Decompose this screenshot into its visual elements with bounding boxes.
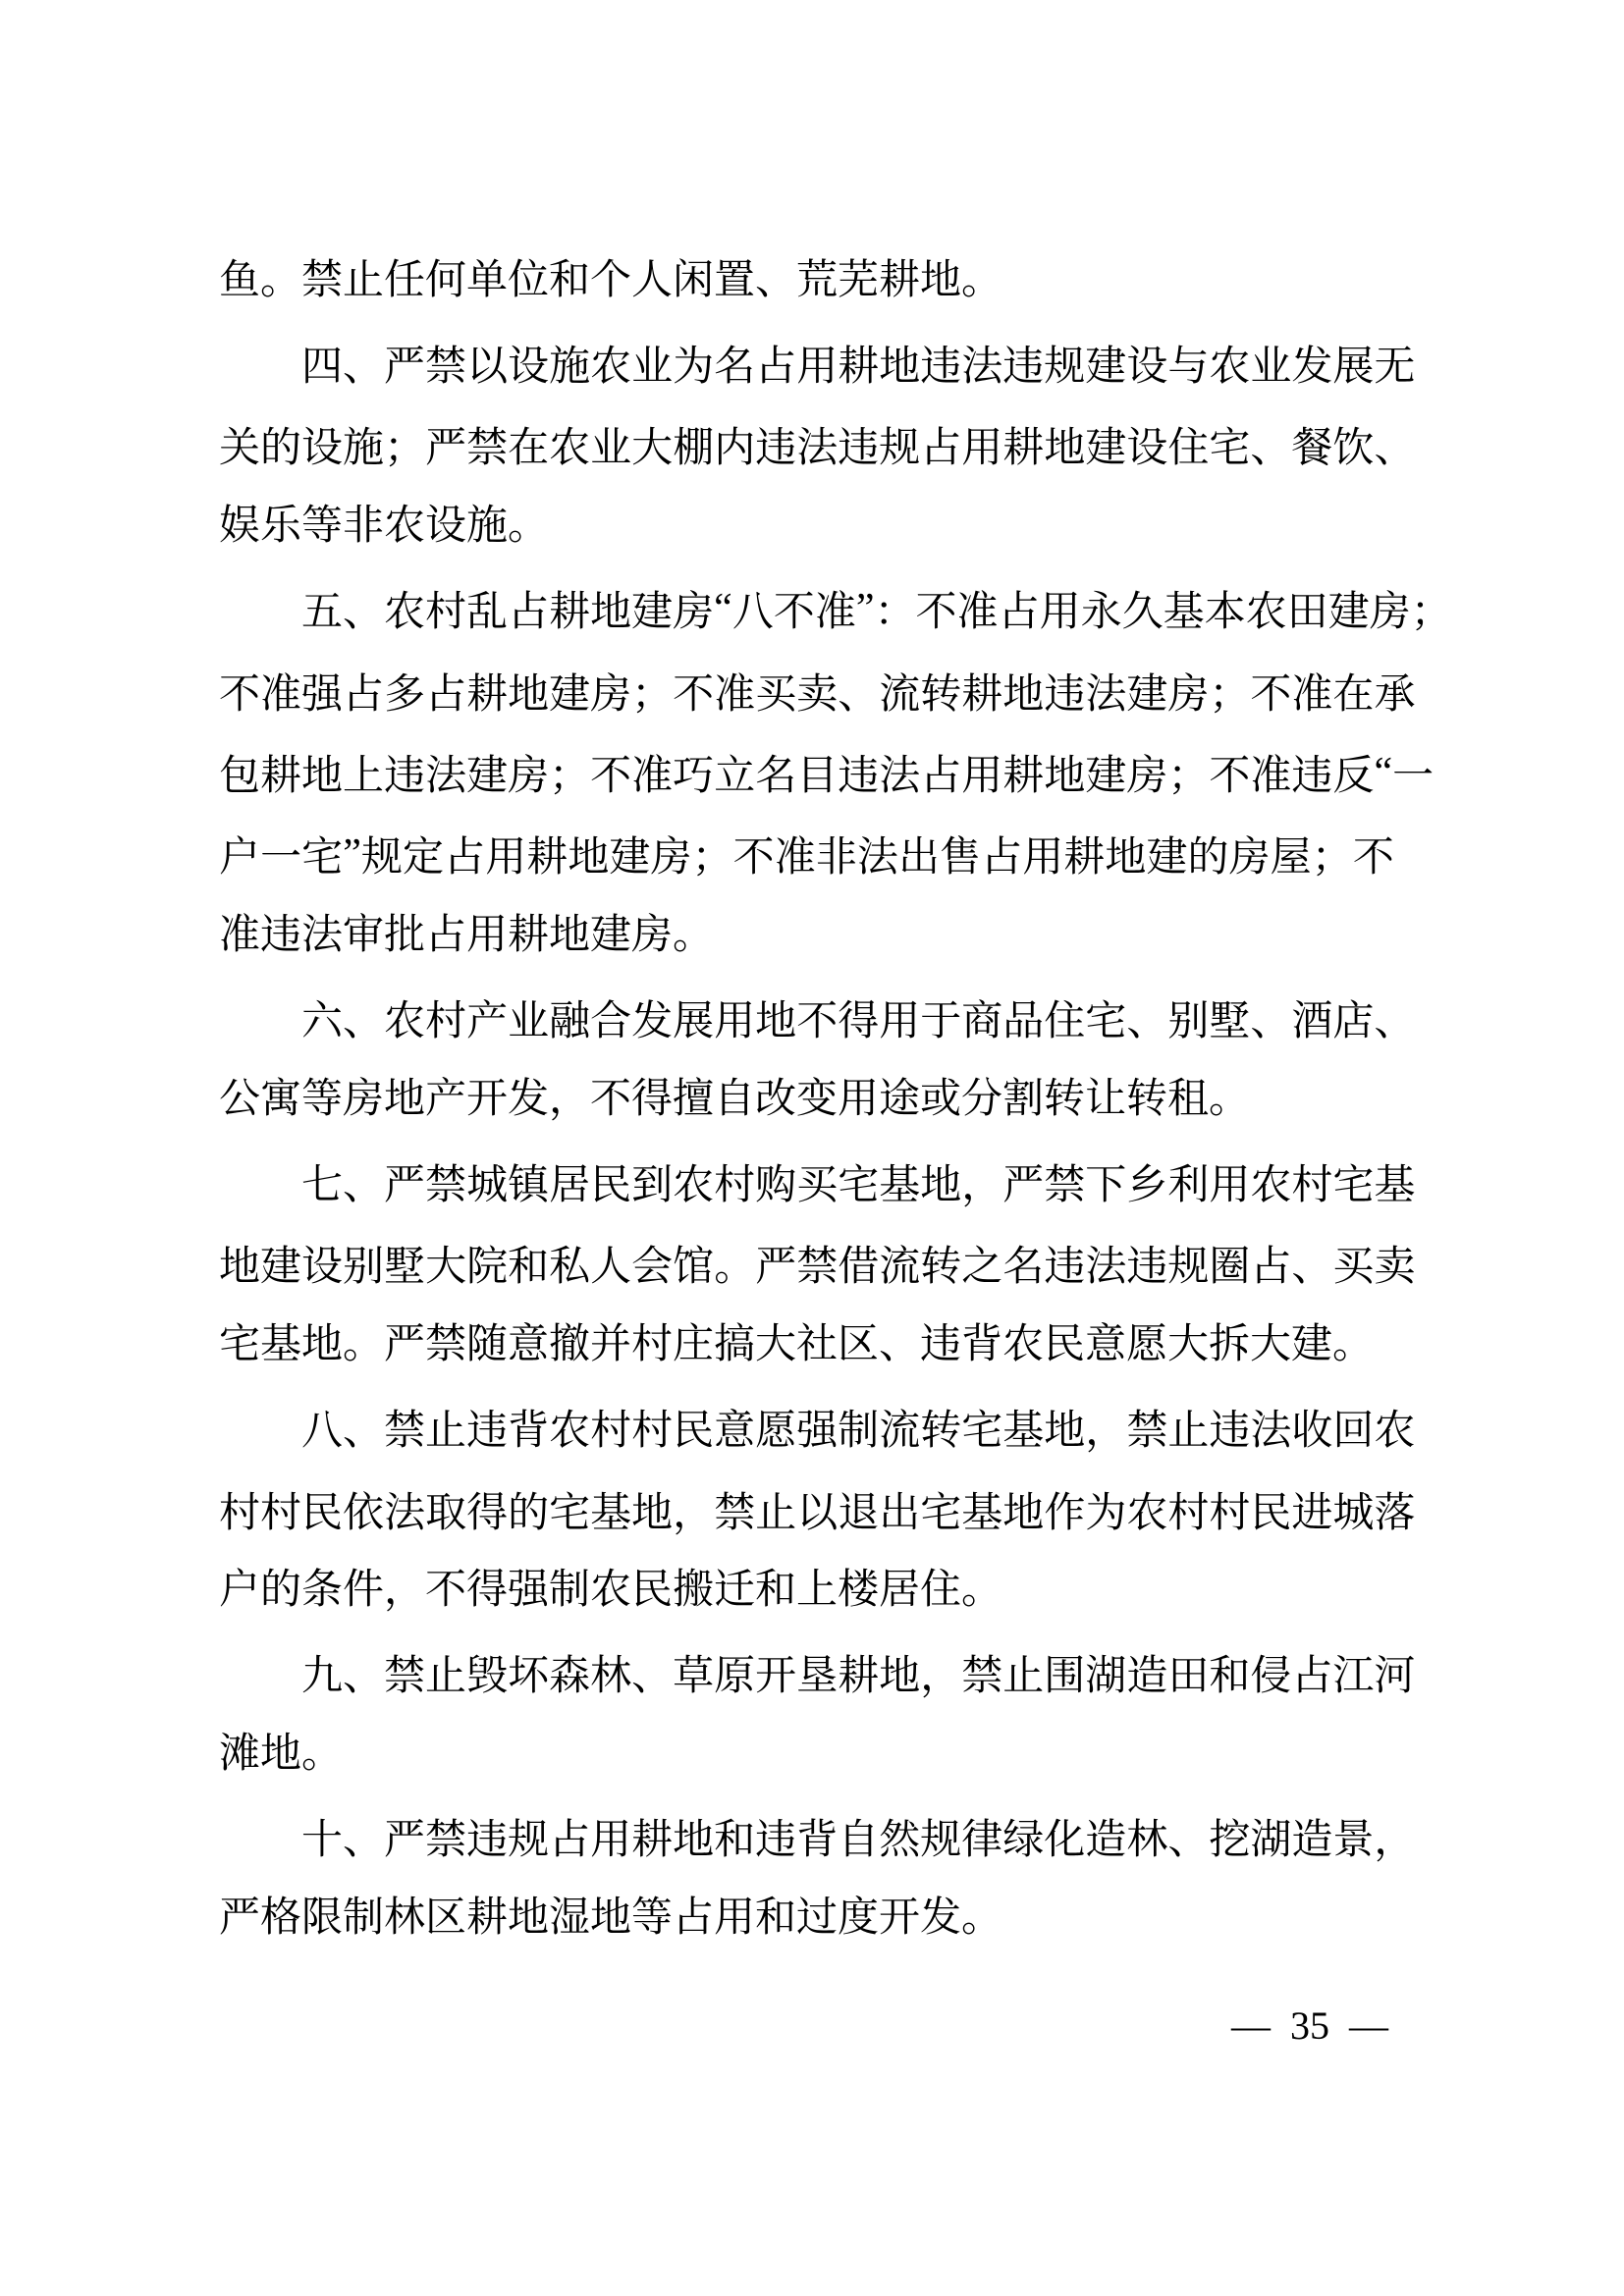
text-line: 七 、 严 禁 城 镇 居 民 到 农 村 购 买 宅 基 地 ， 严 禁 下 乡 利 用 农 村 宅 基 xyxy=(301,1162,1416,1208)
text-line: 严格限制林区耕地湿地等占用和过度开发。 xyxy=(219,1895,1003,1941)
text-line: 村 村 民 依 法 取 得 的 宅 基 地 ， 禁 止 以 退 出 宅 基 地 作 为 农 村 村 民 进 城 落 xyxy=(219,1490,1416,1536)
text-line: 五 、 农 村 乱 占 耕 地 建 房 “ 八 不 准 ” ： 不 准 占 用 永 久 基 本 农 田 建 房 ； xyxy=(301,586,1452,636)
text-line: 准违法审批占用耕地建房。 xyxy=(219,913,715,959)
text-line: 地 建 设 别 墅 大 院 和 私 人 会 馆 。 严 禁 借 流 转 之 名 违 法 违 规 圈 占 、 买 卖 xyxy=(219,1245,1416,1291)
text-line: 六 、 农 村 产 业 融 合 发 展 用 地 不 得 用 于 商 品 住 宅 、 别 墅 、 酒 店 、 xyxy=(301,999,1416,1045)
text-line: 八 、 禁 止 违 背 农 村 村 民 意 愿 强 制 流 转 宅 基 地 ， 禁 止 违 法 收 回 农 xyxy=(301,1409,1416,1455)
text-line: 四 、 严 禁 以 设 施 农 业 为 名 占 用 耕 地 违 法 违 规 建 设 与 农 业 发 展 无 xyxy=(301,345,1416,391)
text-line: 娱乐等非农设施。 xyxy=(219,504,550,550)
text-line: 包 耕 地 上 违 法 建 房 ； 不 准 巧 立 名 目 违 法 占 用 耕 地 建 房 ； 不 准 违 反 “ 一 xyxy=(219,750,1435,800)
text-line: 关 的 设 施 ； 严 禁 在 农 业 大 棚 内 违 法 违 规 占 用 耕 地 建 设 住 宅 、 餐 饮 、 xyxy=(219,426,1416,472)
text-line: 宅基地。严禁随意撤并村庄搞大社区、违背农民意愿大拆大建。 xyxy=(219,1322,1375,1368)
page-number-dash-right: — xyxy=(1349,2003,1388,2048)
text-line: 户 一 宅 ” 规 定 占 用 耕 地 建 房 ； 不 准 非 法 出 售 占 用 耕 地 建 的 房 屋 ； 不 xyxy=(219,831,1394,881)
text-line: 鱼。禁止任何单位和个人闲置、荒芜耕地。 xyxy=(219,258,1003,303)
text-line: 公寓等房地产开发，不得擅自改变用途或分割转让转租。 xyxy=(219,1076,1251,1122)
page-number xyxy=(1231,1999,1388,2054)
text-line: 户的条件，不得强制农民搬迁和上楼居住。 xyxy=(219,1568,1003,1614)
text-line: 九 、 禁 止 毁 坏 森 林 、 草 原 开 垦 耕 地 ， 禁 止 围 湖 造 田 和 侵 占 江 河 xyxy=(301,1654,1416,1700)
text-line: 十 、 严 禁 违 规 占 用 耕 地 和 违 背 自 然 规 律 绿 化 造 林 、 挖 湖 造 景 ， xyxy=(301,1818,1416,1864)
text-block xyxy=(219,240,1452,1959)
page-number-value: 35 xyxy=(1290,2003,1329,2048)
text-line: 滩地。 xyxy=(219,1732,344,1778)
text-line: 不 准 强 占 多 占 耕 地 建 房 ； 不 准 买 卖 、 流 转 耕 地 违 法 建 房 ； 不 准 在 承 xyxy=(219,671,1416,718)
page-number-dash-left: — xyxy=(1231,2003,1271,2048)
